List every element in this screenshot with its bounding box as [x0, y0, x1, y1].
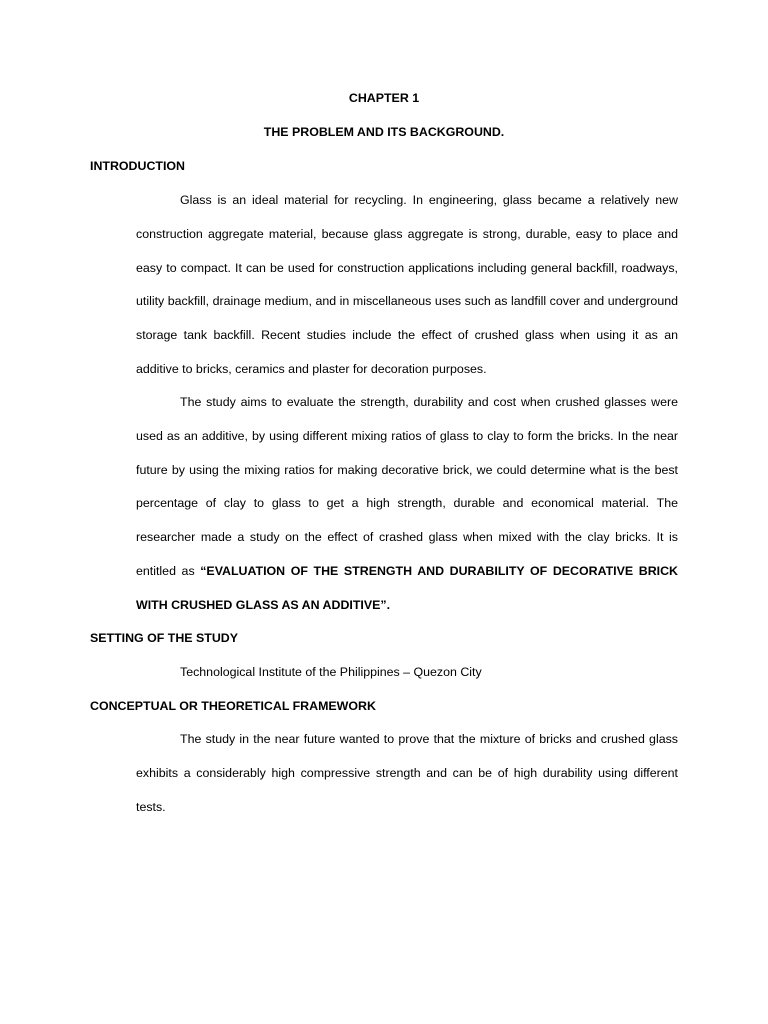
introduction-paragraph-1-text: Glass is an ideal material for recycling. In engineering, glass became a relatively new construction aggregate material, because glass aggregate is strong, durable, easy to place and easy to compact. It can be used for construction applications including general backfill, roadways, utility backfill, drainage medium, and in miscellaneous uses such as landfill cover and underground storage tank backfill. Recent studies include the effect of crushed glass when using it as an additive to bricks, ceramics and plaster for decoration purposes.: [136, 193, 678, 376]
introduction-paragraph-2: [136, 386, 678, 623]
framework-heading: CONCEPTUAL OR THEORETICAL FRAMEWORK: [90, 699, 376, 713]
framework-paragraph: [136, 723, 678, 824]
setting-heading: SETTING OF THE STUDY: [90, 631, 239, 645]
study-title: “EVALUATION OF THE STRENGTH AND DURABILITY OF DECORATIVE BRICK WITH CRUSHED GLASS AS AN ADDITIVE”.: [136, 563, 678, 612]
chapter-label: CHAPTER 1: [348, 91, 420, 105]
document-title: THE PROBLEM AND ITS BACKGROUND.: [263, 125, 505, 139]
introduction-paragraph-1: [136, 184, 678, 387]
framework-paragraph-text: The study in the near future wanted to prove that the mixture of bricks and crushed glass exhibits a considerably high compressive strength and can be of high durability using different tests.: [136, 732, 678, 814]
introduction-paragraph-2-text: The study aims to evaluate the strength, durability and cost when crushed glasses were used as an additive, by using different mixing ratios of glass to clay to form the bricks. In the near future by using the mixing ratios for making decorative brick, we could determine what is the best percentage of clay to glass to get a high strength, durable and economical material. The researcher made a study on the effect of crashed glass when mixed with the clay bricks. It is entitled as: [136, 395, 678, 578]
introduction-heading: INTRODUCTION: [90, 159, 185, 173]
setting-text: Technological Institute of the Philippines – Quezon City: [180, 665, 482, 679]
